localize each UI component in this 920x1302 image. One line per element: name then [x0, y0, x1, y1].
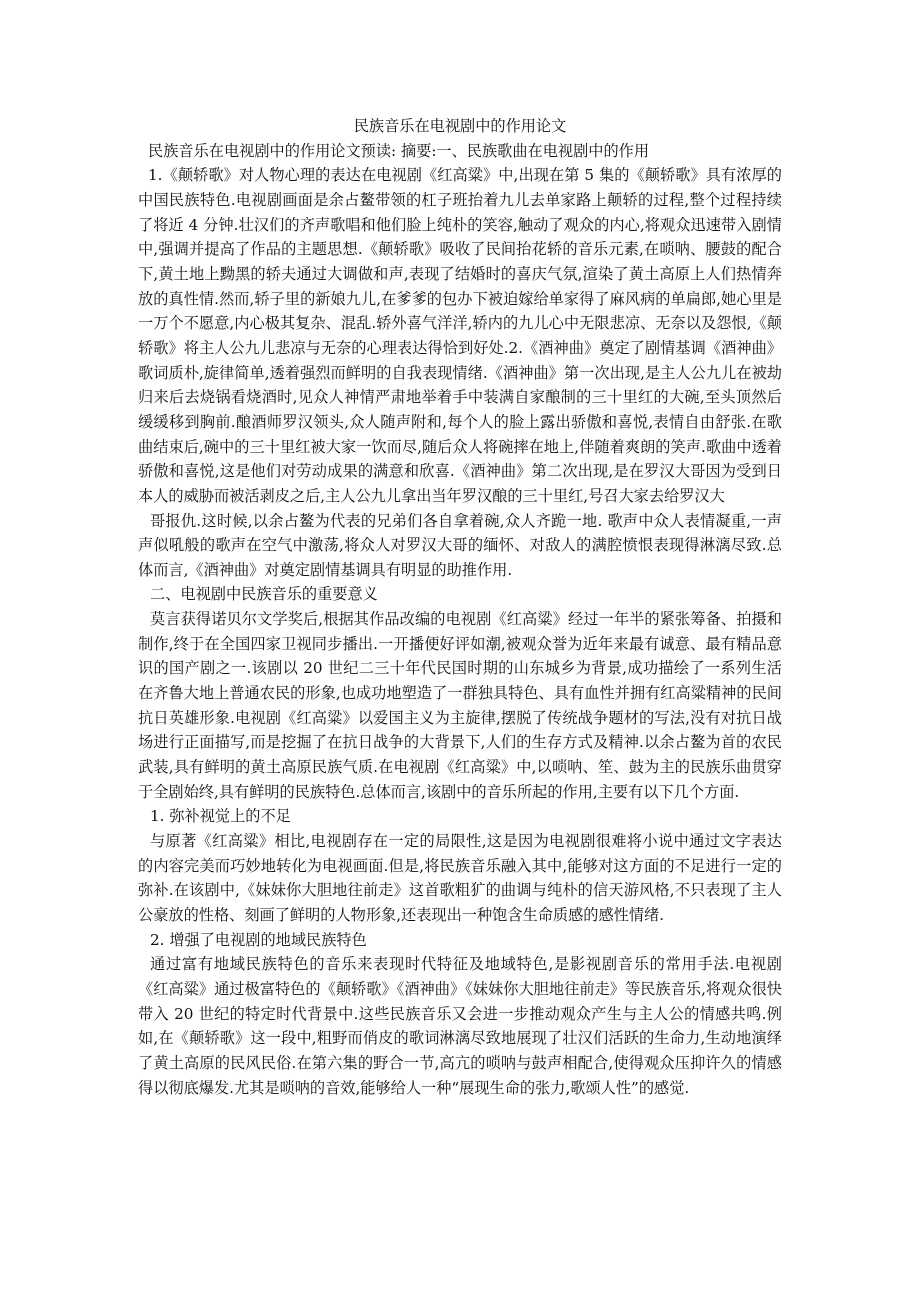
paragraph-section-two-intro: 莫言获得诺贝尔文学奖后,根据其作品改编的电视剧《红高粱》经过一年半的紧张筹备、拍摄和制作,终于在全国四家卫视同步播出.一开播便好评如潮,被观众誉为近年来最有诚意、最有精品意识的国产剧之一.该剧以 20 世纪二三十年代民国时期的山东城乡为背景,成功描绘了一系列生活在齐鲁大地上普通农民的形象,也成功地塑造了一群独具特色、具有血性并拥有红高粱精神的民间抗日英雄形象.电视剧《红高粱》以爱国主义为主旋律,摆脱了传统战争题材的写法,没有对抗日战场进行正面描写,而是挖掘了在抗日战争的大背景下,人们的生存方式及精神.以余占鳌为首的农民武装,具有鲜明的黄土高原民族气质.在电视剧《红高粱》中,以唢呐、笙、鼓为主的民族乐曲贯穿于全剧始终,具有鲜明的民族特色.总体而言,该剧中的音乐所起的作用,主要有以下几个方面.	[138, 610, 782, 801]
document-page	[138, 114, 782, 1100]
subheading-visual: 1. 弥补视觉上的不足	[150, 807, 291, 826]
paragraph-section-one-continued: 哥报仇.这时候,以余占鳌为代表的兄弟们各自拿着碗,众人齐跪一地. 歌声中众人表情凝重,一声声似吼般的歌声在空气中激荡,将众人对罗汉大哥的缅怀、对敌人的满腔愤恨表现得淋漓尽致.总体而言,《酒神曲》对奠定剧情基调具有明显的助推作用.	[138, 511, 782, 579]
paragraph-visual: 与原著《红高粱》相比,电视剧存在一定的局限性,这是因为电视剧很难将小说中通过文字表达的内容完美而巧妙地转化为电视画面.但是,将民族音乐融入其中,能够对这方面的不足进行一定的弥补.在该剧中,《妹妹你大胆地往前走》这首歌粗犷的曲调与纯朴的信天游风格,不只表现了主人公豪放的性格、刻画了鲜明的人物形象,还表现出一种饱含生命质感的感性情绪.	[138, 832, 782, 924]
paragraph-abstract: 民族音乐在电视剧中的作用论文预读: 摘要:一、民族歌曲在电视剧中的作用	[148, 141, 650, 160]
subheading-regional: 2. 增强了电视剧的地域民族特色	[150, 930, 367, 949]
section-heading-two: 二、电视剧中民族音乐的重要意义	[150, 585, 378, 604]
paragraph-regional: 通过富有地域民族特色的音乐来表现时代特征及地域特色,是影视剧音乐的常用手法.电视剧《红高粱》通过极富特色的《颠轿歌》《酒神曲》《妹妹你大胆地往前走》等民族音乐,将观众很快带入 20 世纪的特定时代背景中.这些民族音乐又会进一步推动观众产生与主人公的情感共鸣.例如,在《颠轿歌》这一段中,粗野而俏皮的歌词淋漓尽致地展现了壮汉们活跃的生命力,生动地演绎了黄土高原的民风民俗.在第六集的野合一节,高亢的唢呐与鼓声相配合,使得观众压抑许久的情感得以彻底爆发.尤其是唢呐的音效,能够给人一种“展现生命的张力,歌颂人性”的感觉.	[138, 955, 782, 1097]
paragraph-section-one: 1.《颠轿歌》对人物心理的表达在电视剧《红高粱》中,出现在第 5 集的《颠轿歌》具有浓厚的中国民族特色.电视剧画面是余占鳌带领的杠子班抬着九儿去单家路上颠轿的过程,整个过程持续了将近 4 分钟.壮汉们的齐声歌唱和他们脸上纯朴的笑容,触动了观众的内心,将观众迅速带入剧情中,强调并提高了作品的主题思想.《颠轿歌》吸收了民间抬花轿的音乐元素,在唢呐、腰鼓的配合下,黄土地上黝黑的轿夫通过大调做和声,表现了结婚时的喜庆气氛,渲染了黄土高原上人们热情奔放的真性情.然而,轿子里的新娘九儿,在爹爹的包办下被迫嫁给单家得了麻风病的单扁郎,她心里是一万个不愿意,内心极其复杂、混乱.轿外喜气洋洋,轿内的九儿心中无限悲凉、无奈以及怨恨,《颠轿歌》将主人公九儿悲凉与无奈的心理表达得恰到好处.2.《酒神曲》奠定了剧情基调《酒神曲》歌词质朴,旋律简单,透着强烈而鲜明的自我表现情绪.《酒神曲》第一次出现,是主人公九儿在被劫归来后去烧锅看烧酒时,见众人神情严肃地举着手中装满自家酿制的三十里红的大碗,至头顶然后缓缓移到胸前.酿酒师罗汉领头,众人随声附和,每个人的脸上露出骄傲和喜悦,表情自由舒张.在歌曲结束后,碗中的三十里红被大家一饮而尽,随后众人将碗摔在地上,伴随着爽朗的笑声.歌曲中透着骄傲和喜悦,这是他们对劳动成果的满意和欣喜.《酒神曲》第二次出现,是在罗汉大哥因为受到日本人的威胁而被活剥皮之后,主人公九儿拿出当年罗汉酿的三十里红,号召大家去给罗汉大	[138, 166, 782, 505]
document-title: 民族音乐在电视剧中的作用论文	[353, 117, 567, 135]
